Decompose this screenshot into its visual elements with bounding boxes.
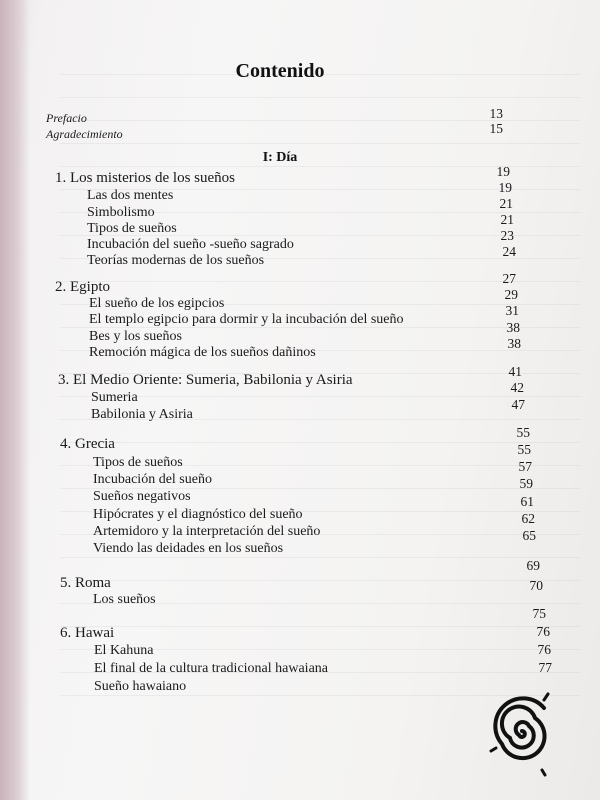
section-page: 57 [518,459,532,474]
cover-edge [0,0,30,800]
section-entry: Bes y los sueños [89,329,182,344]
page-title: Contenido [235,60,325,82]
section-entry: Sumeria [91,390,138,405]
spiral-logo-icon [484,686,560,782]
section-page: 21 [499,196,513,211]
section-page: 47 [511,397,525,412]
chapter-page: 19 [496,164,510,179]
section-page: 61 [520,494,534,509]
section-entry: Tipos de sueños [93,455,183,470]
section-page: 70 [529,578,543,593]
chapter-title: 4. Grecia [60,436,115,452]
section-page: 59 [519,476,533,491]
section-entry: Teorías modernas de los sueños [87,253,265,268]
section-entry: El Kahuna [94,643,154,658]
section-entry: Babilonia y Asiria [91,407,193,422]
section-entry: Las dos mentes [87,188,174,203]
section-entry: Incubación del sueño [93,472,212,487]
section-entry: Sueño hawaiano [94,679,187,694]
section-page: 76 [537,642,551,657]
section-entry: El sueño de los egipcios [89,296,225,311]
section-page: 24 [502,244,516,259]
section-entry: El final de la cultura tradicional hawaiana [94,661,329,676]
section-page: 42 [510,380,524,395]
chapter-page: 69 [526,558,540,573]
section-entry: Simbolismo [87,205,155,220]
section-page: 77 [538,660,552,675]
section-page: 19 [498,180,512,195]
section-page: 38 [506,320,520,335]
section-entry: Tipos de sueños [87,221,177,236]
section-entry: Hipócrates y el diagnóstico del sueño [93,507,303,522]
part-heading: I: Día [262,150,298,165]
section-page: 38 [507,336,521,351]
toc-page-prefacio: 13 [489,106,503,121]
chapter-page: 75 [532,606,546,621]
section-page: 21 [500,212,514,227]
chapter-page: 27 [502,271,516,286]
section-page: 65 [522,528,536,543]
section-page: 23 [500,228,514,243]
chapter-title: 1. Los misterios de los sueños [55,170,235,186]
toc-page-agradecimiento: 15 [489,121,503,136]
section-entry: Remoción mágica de los sueños dañinos [89,345,316,360]
toc-entry-prefacio: Prefacio [46,111,87,125]
section-entry: Los sueños [93,592,156,607]
section-page: 62 [521,511,535,526]
chapter-page: 55 [516,425,530,440]
toc-entry-agradecimiento: Agradecimiento [46,127,123,141]
section-page: 55 [517,442,531,457]
chapter-title: 3. El Medio Oriente: Sumeria, Babilonia y Asiria [58,372,353,388]
chapter-title: 2. Egipto [55,279,110,295]
section-entry: Artemidoro y la interpretación del sueño [93,524,321,539]
section-page: 76 [536,624,550,639]
section-page: 31 [505,303,519,318]
section-entry: Sueños negativos [93,489,191,504]
chapter-title: 6. Hawai [60,625,115,641]
section-entry: Incubación del sueño -sueño sagrado [87,237,294,252]
chapter-title: 5. Roma [60,575,111,591]
section-page: 29 [504,287,518,302]
chapter-page: 41 [508,364,522,379]
section-entry: El templo egipcio para dormir y la incubación del sueño [89,312,404,327]
section-entry: Viendo las deidades en los sueños [93,541,284,556]
